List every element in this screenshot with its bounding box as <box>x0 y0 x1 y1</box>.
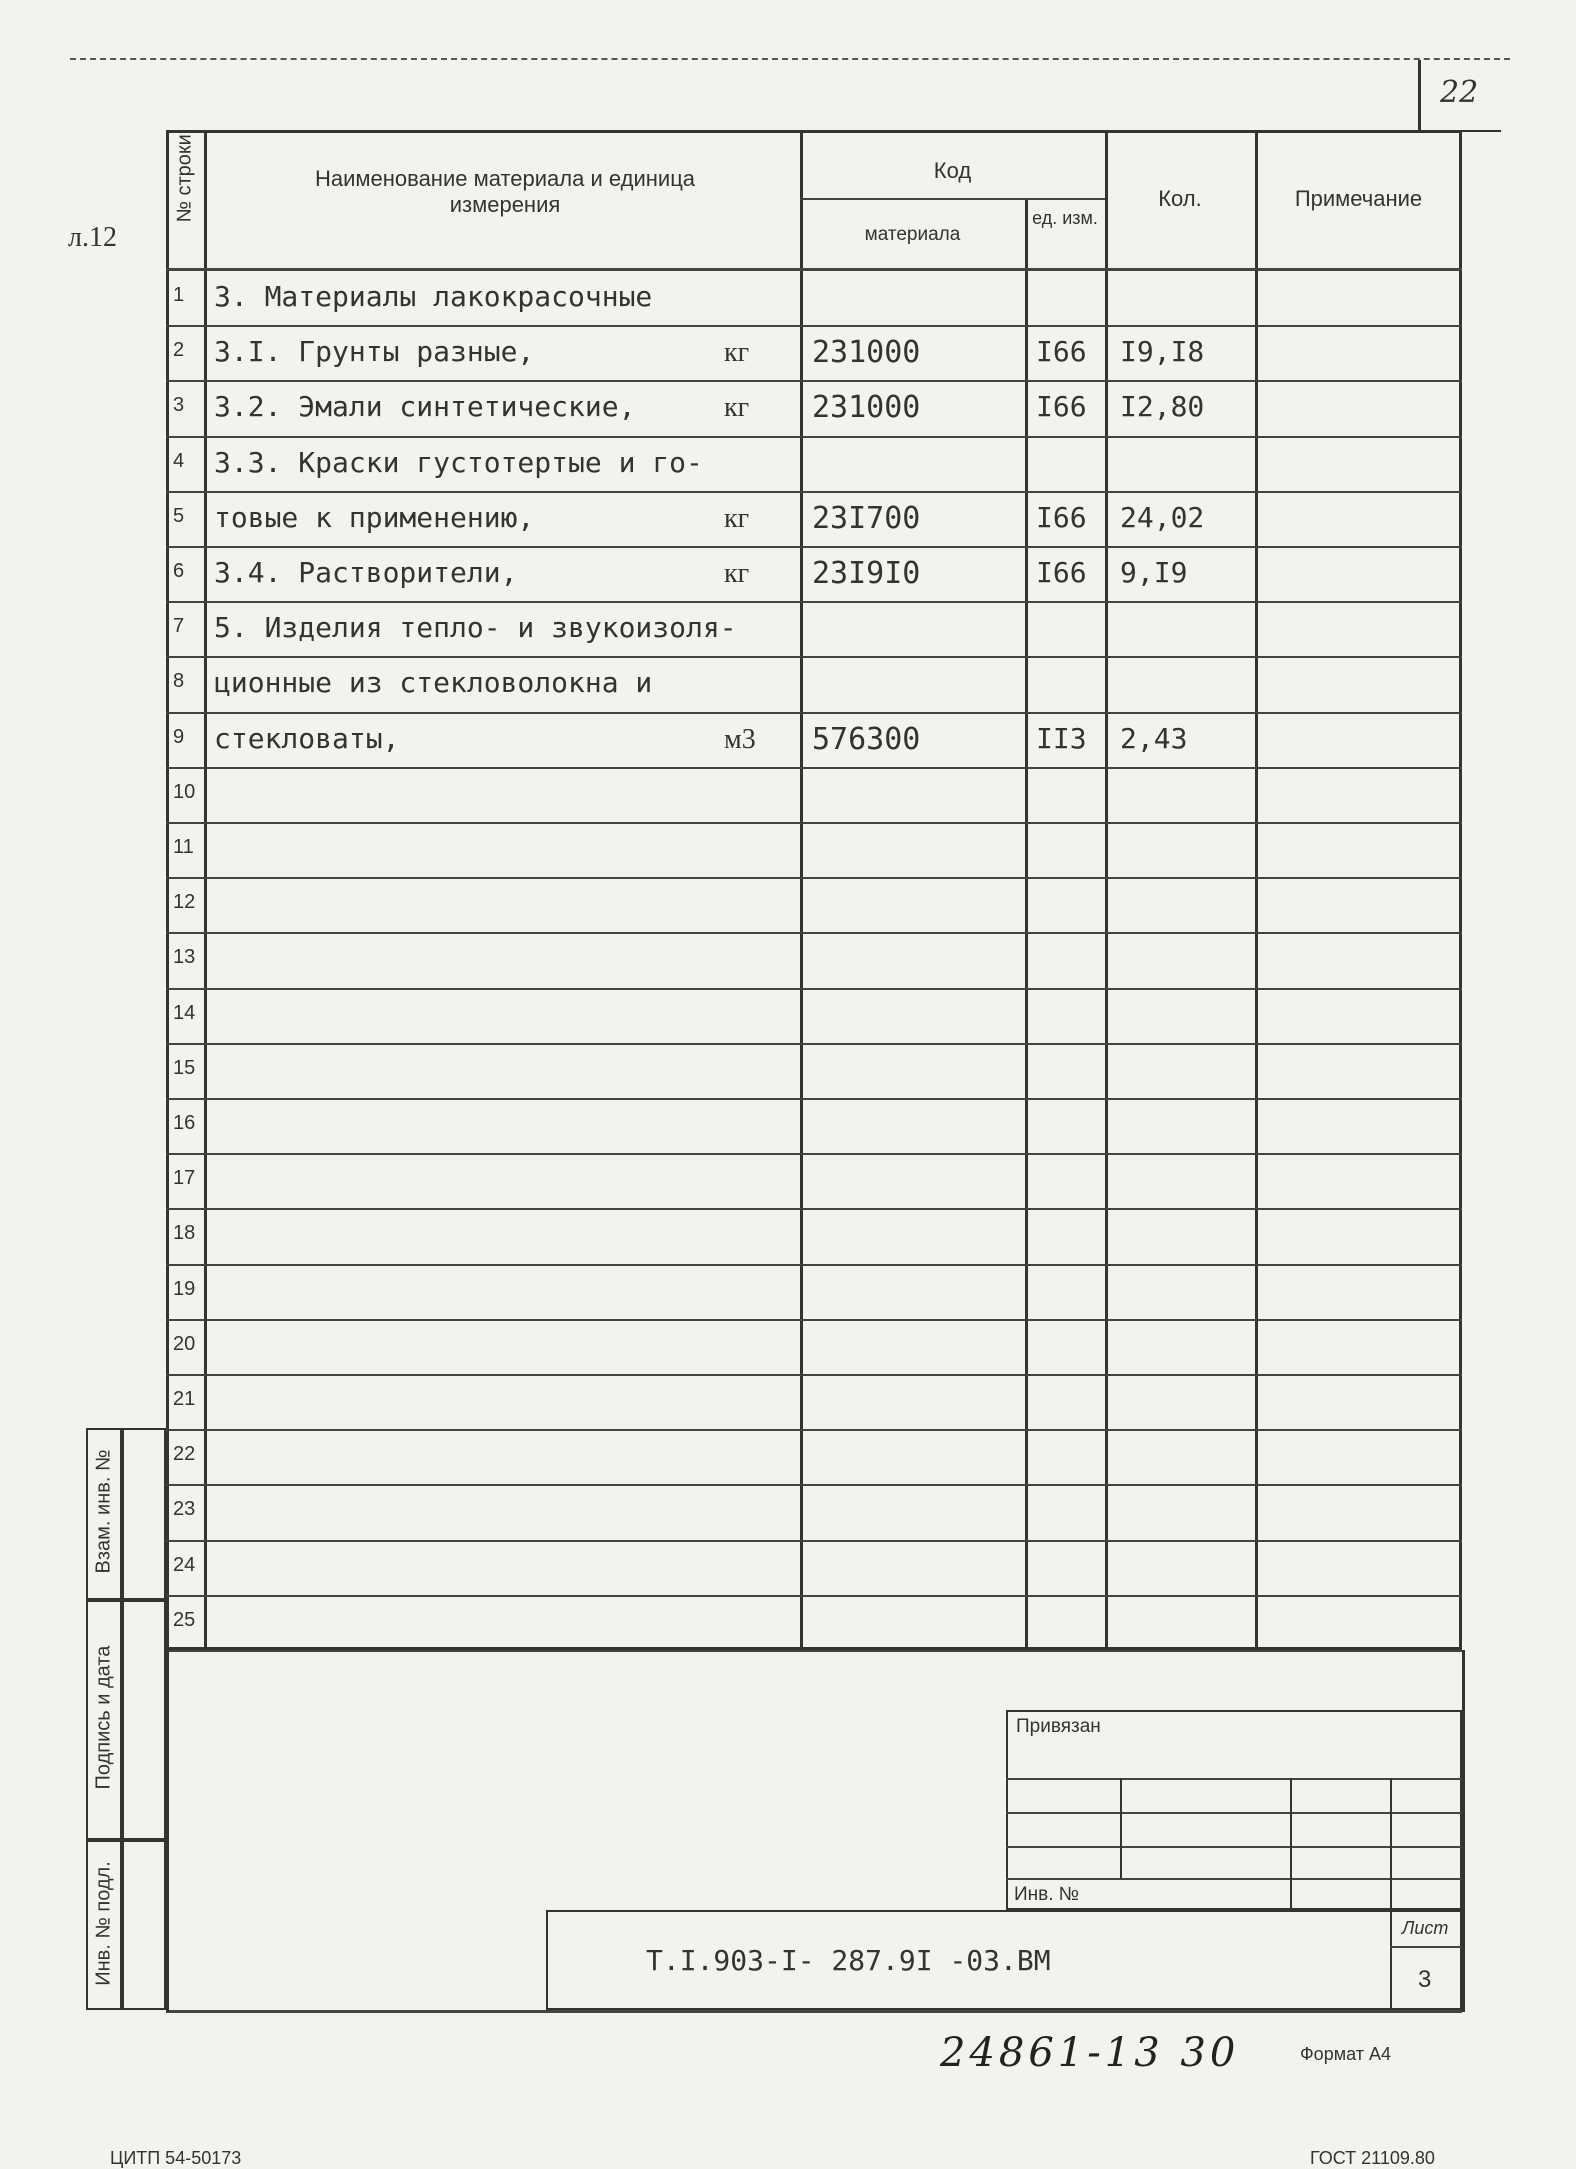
top-cut-line <box>70 58 1510 60</box>
row-number: 7 <box>173 615 185 637</box>
material-unit: кг <box>724 337 750 368</box>
row-divider <box>166 1153 1462 1155</box>
privyazan-label: Привязан <box>1016 1716 1101 1737</box>
material-code: 23I9I0 <box>812 556 921 591</box>
material-name: 5. Изделия тепло- и звукоизоля- <box>214 611 737 644</box>
row-number: 4 <box>173 450 185 472</box>
row-divider <box>166 491 1462 493</box>
material-name: ционные из стекловолокна и <box>214 666 653 699</box>
row-divider <box>166 325 1462 327</box>
material-unit: кг <box>724 392 750 423</box>
privyazan-line <box>1006 1812 1462 1814</box>
row-number: 14 <box>173 1002 196 1024</box>
row-divider <box>166 767 1462 769</box>
row-number: 25 <box>173 1609 196 1631</box>
row-divider <box>166 1595 1462 1597</box>
material-name: 3.4. Растворители, <box>214 556 518 589</box>
row-divider <box>166 1319 1462 1321</box>
list-line <box>1390 1946 1462 1948</box>
row-number: 17 <box>173 1167 196 1189</box>
footer-right-code: ГОСТ 21109.80 <box>1310 2148 1435 2168</box>
row-divider <box>166 1650 1462 1652</box>
header-qty: Кол. <box>1158 186 1202 211</box>
col-divider <box>204 130 207 1650</box>
row-divider <box>166 1374 1462 1376</box>
frame-bottom <box>166 2010 1462 2013</box>
row-divider <box>166 877 1462 879</box>
handwritten-number: 24861-13 30 <box>940 2030 1240 2076</box>
privyazan-line <box>1006 1778 1462 1780</box>
unit-code: I66 <box>1036 556 1087 589</box>
list-number: 3 <box>1418 1966 1432 1993</box>
row-number: 6 <box>173 560 185 582</box>
material-code: 231000 <box>812 390 921 425</box>
row-divider <box>166 1540 1462 1542</box>
quantity: 2,43 <box>1120 722 1188 755</box>
quantity: 24,02 <box>1120 501 1205 534</box>
quantity: 9,I9 <box>1120 556 1188 589</box>
header-note: Примечание <box>1294 186 1423 211</box>
row-number: 21 <box>173 1388 196 1410</box>
col-divider <box>1025 200 1028 1650</box>
list-divider <box>1390 1910 1392 2010</box>
row-divider <box>166 1043 1462 1045</box>
frame-right <box>1462 1650 1465 2012</box>
quantity: I2,80 <box>1120 390 1205 423</box>
row-divider <box>166 656 1462 658</box>
header-code: Код <box>933 158 972 183</box>
privyazan-col <box>1120 1778 1122 1878</box>
format-label: Формат А4 <box>1300 2044 1391 2064</box>
material-name: 3.2. Эмали синтетические, <box>214 390 636 423</box>
unit-code: I66 <box>1036 335 1087 368</box>
row-number: 22 <box>173 1443 196 1465</box>
frame-left <box>166 1650 169 2012</box>
row-divider <box>166 380 1462 382</box>
inv-no-label: Инв. № <box>1014 1884 1080 1905</box>
col-divider <box>1255 130 1258 1650</box>
unit-code: II3 <box>1036 722 1087 755</box>
header-row-no: № строки <box>173 134 196 223</box>
material-name: 3.I. Грунты разные, <box>214 335 535 368</box>
privyazan-block <box>1006 1710 1462 1910</box>
material-name: 3. Материалы лакокрасочные <box>214 280 653 313</box>
privyazan-col <box>1290 1778 1292 1910</box>
row-divider <box>166 712 1462 714</box>
footer-left-code: ЦИТП 54-50173 <box>110 2148 242 2168</box>
row-number: 20 <box>173 1333 196 1355</box>
row-divider <box>166 546 1462 548</box>
stamp-podpis-value <box>122 1600 166 1840</box>
header-name: Наименование материала и единица измерения <box>314 166 696 217</box>
row-number: 9 <box>173 726 185 748</box>
row-number: 12 <box>173 891 196 913</box>
unit-code: I66 <box>1036 390 1087 423</box>
header-divider <box>800 198 1105 200</box>
quantity: I9,I8 <box>1120 335 1205 368</box>
material-code: 23I700 <box>812 501 921 536</box>
stamp-podpis-label: Подпись и дата <box>92 1645 115 1790</box>
privyazan-col <box>1390 1778 1392 1910</box>
row-divider <box>166 601 1462 603</box>
row-number: 8 <box>173 670 185 692</box>
row-divider <box>166 1429 1462 1431</box>
row-number: 2 <box>173 339 185 361</box>
material-name: стекловаты, <box>214 722 400 755</box>
row-divider <box>166 1208 1462 1210</box>
stamp-inv-podl-value <box>122 1840 166 2010</box>
row-number: 1 <box>173 284 185 306</box>
row-number: 3 <box>173 394 185 416</box>
unit-code: I66 <box>1036 501 1087 534</box>
row-divider <box>166 822 1462 824</box>
row-number: 11 <box>173 836 194 858</box>
material-unit: кг <box>724 558 750 589</box>
material-name: товые к применению, <box>214 501 535 534</box>
row-number: 10 <box>173 781 196 803</box>
stamp-vzam-value <box>122 1428 166 1600</box>
stamp-vzam-label: Взам. инв. № <box>92 1449 115 1574</box>
row-number: 5 <box>173 505 185 527</box>
material-name: 3.3. Краски густотертые и го- <box>214 446 703 479</box>
col-divider <box>1105 130 1108 1650</box>
col-divider <box>800 130 803 1650</box>
row-divider <box>166 1264 1462 1266</box>
row-number: 13 <box>173 946 196 968</box>
header-code-unit: ед. изм. <box>1032 208 1098 228</box>
row-divider <box>166 988 1462 990</box>
header-code-material: материала <box>864 224 961 245</box>
page-number: 22 <box>1440 75 1479 110</box>
list-label: Лист <box>1402 1918 1449 1938</box>
row-divider <box>166 1484 1462 1486</box>
material-unit: м3 <box>724 724 756 755</box>
row-number: 19 <box>173 1278 196 1300</box>
row-number: 16 <box>173 1112 196 1134</box>
row-number: 23 <box>173 1498 196 1520</box>
row-number: 18 <box>173 1222 196 1244</box>
material-unit: кг <box>724 503 750 534</box>
privyazan-line <box>1006 1878 1462 1880</box>
stamp-inv-podl-label: Инв. № подл. <box>92 1861 115 1986</box>
privyazan-line <box>1006 1846 1462 1848</box>
header-bottom <box>166 268 1462 271</box>
sheet-reference: л.12 <box>68 222 117 253</box>
row-divider <box>166 932 1462 934</box>
row-number: 24 <box>173 1554 196 1576</box>
row-divider <box>166 1098 1462 1100</box>
document-designation: Т.I.903-I- 287.9I -03.ВМ <box>646 1944 1051 1977</box>
material-code: 576300 <box>812 722 921 757</box>
row-divider <box>166 436 1462 438</box>
row-number: 15 <box>173 1057 196 1079</box>
material-code: 231000 <box>812 335 921 370</box>
